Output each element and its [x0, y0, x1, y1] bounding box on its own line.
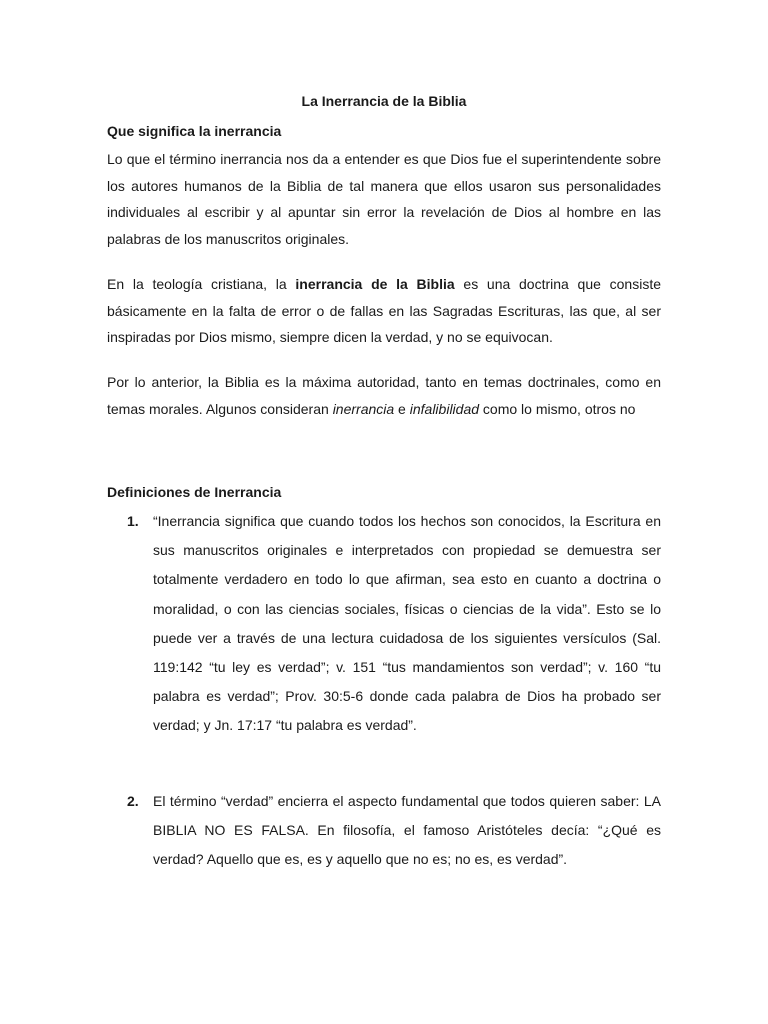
- paragraph-authority: [107, 369, 661, 422]
- list-item-number: 1.: [127, 513, 139, 529]
- list-item-text: El término “verdad” encierra el aspecto fundamental que todos quieren saber: LA BIBLIA NO ES FALSA. En filosofía, el famoso Aristóteles decía: “¿Qué es verdad? Aquello que es, es y aquello que no es; no es, es verdad”.: [153, 793, 661, 868]
- list-item: [127, 507, 661, 741]
- paragraph-authority-middle: e: [394, 400, 410, 417]
- paragraph-theology: [107, 271, 661, 351]
- document-title: La Inerrancia de la Biblia: [301, 93, 467, 109]
- paragraph-theology-bold: inerrancia de la Biblia: [295, 276, 455, 292]
- section-heading-definitions: Definiciones de Inerrancia: [107, 484, 282, 500]
- paragraph-authority-start: Por lo anterior, la Biblia es la máxima autoridad, tanto en temas doctrinales, como en temas morales. Algunos consideran: [107, 374, 661, 417]
- paragraph-authority-italic-2: infalibilidad: [409, 400, 480, 417]
- list-item-number: 2.: [127, 793, 139, 809]
- section-heading-meaning: Que significa la inerrancia: [107, 123, 282, 139]
- paragraph-theology-start: En la teología cristiana, la: [107, 276, 296, 292]
- paragraph-theology-end: es una doctrina que consiste básicamente en la falta de error o de fallas en las Sagradas Escrituras, las que, al ser inspiradas por Dios mismo, siempre dicen la verdad, y no se equivocan.: [107, 276, 661, 345]
- paragraph-authority-italic-1: inerrancia: [332, 400, 395, 417]
- list-item-text: “Inerrancia significa que cuando todos los hechos son conocidos, la Escritura en sus manuscritos originales e interpretados con propiedad se demuestra ser totalmente verdadero en todo lo que afirman, sea esto en cuanto a doctrina o moralidad, o con las ciencias sociales, físicas o ciencias de la vida”. Esto se lo puede ver a través de una lectura cuidadosa de los siguientes versículos (Sal. 119:142 “tu ley es verdad”; v. 151 “tus mandamientos son verdad”; v. 160 “tu palabra es verdad”; Prov. 30:5-6 donde cada palabra de Dios ha probado ser verdad; y Jn. 17:17 “tu palabra es verdad”.: [153, 513, 661, 734]
- list-item: [127, 787, 661, 875]
- paragraph-authority-end: como lo mismo, otros no: [479, 400, 636, 417]
- paragraph-definition: Lo que el término inerrancia nos da a entender es que Dios fue el superintendente sobre los autores humanos de la Biblia de tal manera que ellos usaron sus personalidades individuales al escribir y al apuntar sin error la revelación de Dios al hombre en las palabras de los manuscritos originales.: [107, 151, 661, 247]
